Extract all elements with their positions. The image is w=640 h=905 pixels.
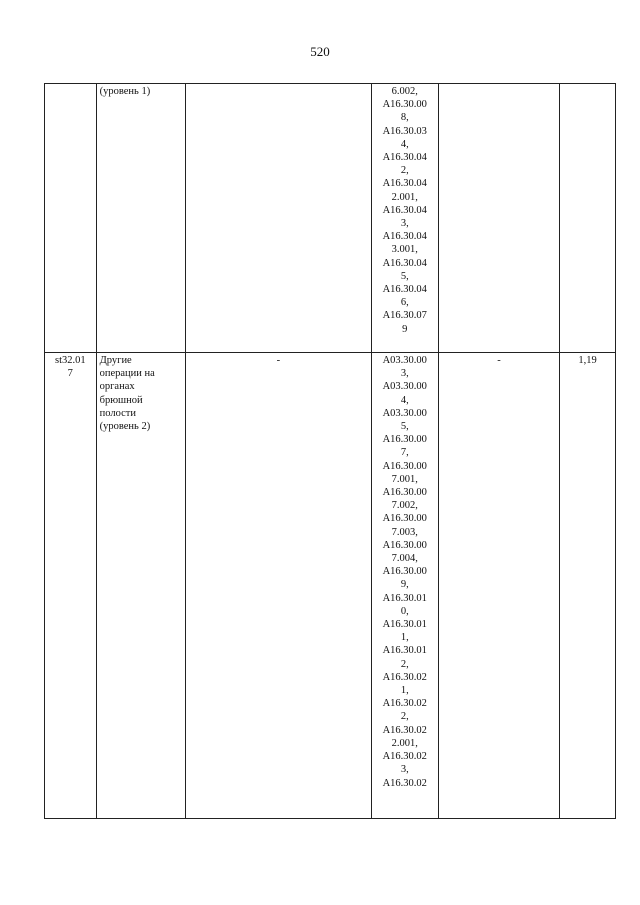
cell-col3 — [186, 84, 371, 353]
cell-code — [45, 84, 97, 353]
tariff-table — [44, 83, 616, 819]
cell-name: (уровень 1) — [96, 84, 186, 353]
cell-name: Другие операции на органах брюшной полости (уровень 2) — [96, 353, 186, 819]
cell-col5 — [438, 84, 559, 353]
cell-coefficient — [560, 84, 616, 353]
table-row — [45, 353, 616, 819]
page-number: 520 — [310, 44, 330, 59]
cell-services: 6.002, A16.30.00 8, A16.30.03 4, A16.30.04 2, A16.30.04 2.001, A16.30.04 3, A16.30.04 3.001, A16.30.04 5, A16.30.04 6, A16.30.07 9 — [371, 84, 438, 353]
cell-code: st32.01 7 — [45, 353, 97, 819]
table-row — [45, 84, 616, 353]
cell-col3: - — [186, 353, 371, 819]
cell-services: A03.30.00 3, A03.30.00 4, A03.30.00 5, A16.30.00 7, A16.30.00 7.001, A16.30.00 7.002, A16.30.00 7.003, A16.30.00 7.004, A16.30.00 9, A16.30.01 0, A16.30.01 1, A16.30.01 2, A16.30.02 1, A16.30.02 2, A16.30.02 2.001, A16.30.02 3, A16.30.02 — [371, 353, 438, 819]
cell-coefficient: 1,19 — [560, 353, 616, 819]
cell-col5: - — [438, 353, 559, 819]
